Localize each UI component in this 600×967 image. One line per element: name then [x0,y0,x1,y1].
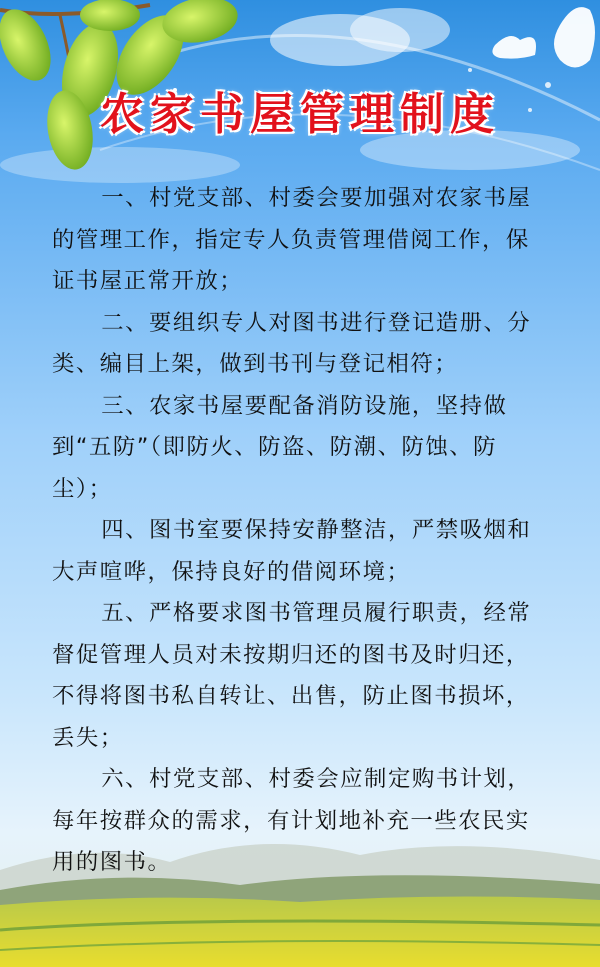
rules-text [52,178,552,884]
rule-paragraph: 一、村党支部、村委会要加强对农家书屋的管理工作，指定专人负责管理借阅工作，保证书屋正常开放； [52,185,532,294]
rule-paragraph: 三、农家书屋要配备消防设施，坚持做到“五防”（即防火、防盗、防潮、防蚀、防尘）； [52,392,508,502]
rule-paragraph: 五、严格要求图书管理员履行职责，经常督促管理人员对未按期归还的图书及时归还，不得将图书私自转让、出售，防止图书损坏，丢失； [52,600,532,751]
poster-title: 农家书屋管理制度 [100,89,500,140]
rule-paragraph: 二、要组织专人对图书进行登记造册、分类、编目上架，做到书刊与登记相符； [52,309,532,377]
rule-paragraph: 六、村党支部、村委会应制定购书计划，每年按群众的需求，有计划地补充一些农民实用的图书。 [52,766,532,875]
rule-paragraph: 四、图书室要保持安静整洁，严禁吸烟和大声喧哗，保持良好的借阅环境； [52,517,532,585]
